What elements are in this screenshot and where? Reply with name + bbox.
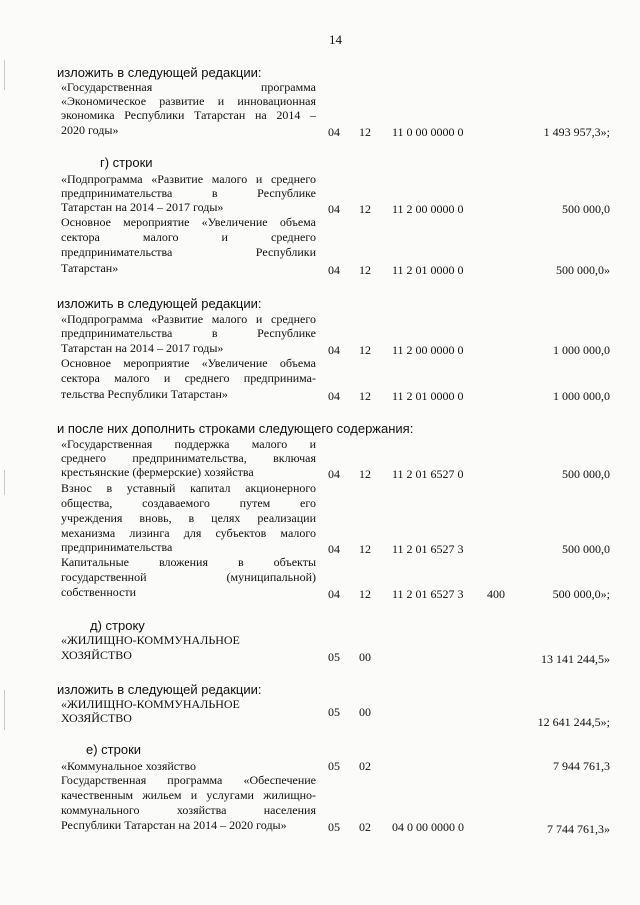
text-line: среднего предпринимательства, включая xyxy=(61,451,316,465)
col-amount: 12 641 244,5»; xyxy=(537,715,610,729)
text-line: Капитальные вложения в объекты xyxy=(61,555,316,569)
text-line: «ЖИЛИЩНО-КОММУНАЛЬНОЕ xyxy=(61,633,240,647)
col-amount: 13 141 244,5» xyxy=(541,652,610,666)
text-line: учреждения вновь, в целях реализации xyxy=(61,511,316,525)
col-rz: 05 xyxy=(328,650,340,664)
col-csr: 11 2 01 0000 0 xyxy=(392,389,464,403)
col-rz: 04 xyxy=(328,389,340,403)
col-pr: 12 xyxy=(359,467,371,481)
col-vr: 400 xyxy=(487,587,505,601)
col-pr: 00 xyxy=(359,650,371,664)
text-line: коммунального хозяйства населения xyxy=(61,803,316,817)
col-pr: 00 xyxy=(359,705,371,719)
instruction-line: и после них дополнить строками следующего содержания: xyxy=(57,421,414,436)
page-number: 14 xyxy=(329,32,342,47)
col-rz: 04 xyxy=(328,542,340,556)
text-line: собственности xyxy=(61,585,137,599)
col-csr: 11 2 01 0000 0 xyxy=(392,263,464,277)
col-amount: 500 000,0» xyxy=(556,263,610,277)
scan-artifact xyxy=(4,60,5,90)
instruction-line: изложить в следующей редакции: xyxy=(57,682,262,697)
col-pr: 12 xyxy=(359,343,371,357)
instruction-line: изложить в следующей редакции: xyxy=(57,296,262,311)
col-rz: 05 xyxy=(328,759,340,773)
col-rz: 05 xyxy=(328,705,340,719)
text-line: предпринимательства xyxy=(61,540,173,554)
col-csr: 04 0 00 0000 0 xyxy=(392,820,464,834)
text-line: Взнос в уставный капитал акционерного xyxy=(61,481,316,495)
scan-artifact xyxy=(4,470,5,495)
text-line: «Государственная программа xyxy=(61,80,316,94)
col-pr: 12 xyxy=(359,202,371,216)
section-heading: г) строки xyxy=(100,155,153,170)
col-rz: 04 xyxy=(328,467,340,481)
col-amount: 500 000,0 xyxy=(562,202,610,216)
col-rz: 04 xyxy=(328,125,340,139)
text-line: качественным жильем и услугами жилищно- xyxy=(61,788,316,802)
text-line: 2020 годы» xyxy=(61,123,119,137)
text-line: предпринимательства в Республике xyxy=(61,186,316,200)
text-line: сектора малого и среднего предпринима- xyxy=(61,371,316,385)
col-amount: 500 000,0 xyxy=(562,542,610,556)
col-rz: 04 xyxy=(328,343,340,357)
scan-artifact xyxy=(4,690,5,730)
text-line: Татарстан на 2014 – 2017 годы» xyxy=(61,341,224,355)
col-pr: 12 xyxy=(359,263,371,277)
text-line: сектора малого и среднего xyxy=(61,230,316,244)
col-pr: 02 xyxy=(359,820,371,834)
text-line: государственной (муниципальной) xyxy=(61,570,316,584)
text-line: «Экономическое развитие и инновационная xyxy=(61,94,316,108)
text-line: ХОЗЯЙСТВО xyxy=(61,648,132,662)
section-heading: е) строки xyxy=(86,742,142,757)
text-line: экономика Республики Татарстан на 2014 – xyxy=(61,108,316,122)
text-line: «Коммунальное хозяйство xyxy=(61,759,196,773)
col-amount: 500 000,0»; xyxy=(552,587,610,601)
col-rz: 04 xyxy=(328,202,340,216)
col-amount: 500 000,0 xyxy=(562,467,610,481)
instruction-line: изложить в следующей редакции: xyxy=(57,65,262,80)
col-rz: 04 xyxy=(328,587,340,601)
col-pr: 02 xyxy=(359,759,371,773)
col-rz: 04 xyxy=(328,263,340,277)
col-amount: 1 000 000,0 xyxy=(553,343,610,357)
text-line: «ЖИЛИЩНО-КОММУНАЛЬНОЕ xyxy=(61,697,240,711)
text-line: «Государственная поддержка малого и xyxy=(61,437,316,451)
col-csr: 11 2 00 0000 0 xyxy=(392,202,464,216)
col-pr: 12 xyxy=(359,542,371,556)
col-csr: 11 0 00 0000 0 xyxy=(392,125,464,139)
text-line: тельства Республики Татарстан» xyxy=(61,387,228,401)
col-amount: 1 000 000,0 xyxy=(553,389,610,403)
text-line: «Подпрограмма «Развитие малого и среднего xyxy=(61,312,316,326)
text-line: Основное мероприятие «Увеличение объема xyxy=(61,215,316,229)
text-line: Основное мероприятие «Увеличение объема xyxy=(61,356,316,370)
col-amount: 7 944 761,3 xyxy=(553,759,610,773)
col-amount: 1 493 957,3»; xyxy=(543,125,610,139)
col-pr: 12 xyxy=(359,389,371,403)
text-line: механизма лизинга для субъектов малого xyxy=(61,526,316,540)
col-csr: 11 2 01 6527 3 xyxy=(392,542,464,556)
text-line: предпринимательства в Республике xyxy=(61,326,316,340)
text-line: Государственная программа «Обеспечение xyxy=(61,773,316,787)
col-rz: 05 xyxy=(328,820,340,834)
section-heading: д) строку xyxy=(90,618,145,633)
text-line: Татарстан на 2014 – 2017 годы» xyxy=(61,200,224,214)
col-csr: 11 2 00 0000 0 xyxy=(392,343,464,357)
text-line: «Подпрограмма «Развитие малого и среднего xyxy=(61,172,316,186)
text-line: ХОЗЯЙСТВО xyxy=(61,711,132,725)
col-pr: 12 xyxy=(359,587,371,601)
col-csr: 11 2 01 6527 3 xyxy=(392,587,464,601)
col-csr: 11 2 01 6527 0 xyxy=(392,467,464,481)
text-line: Республики Татарстан на 2014 – 2020 годы» xyxy=(61,818,287,832)
col-amount: 7 744 761,3» xyxy=(547,822,610,836)
col-pr: 12 xyxy=(359,125,371,139)
text-line: Татарстан» xyxy=(61,261,119,275)
text-line: предпринимательства Республики xyxy=(61,245,316,259)
text-line: крестьянские (фермерские) хозяйства xyxy=(61,465,254,479)
text-line: общества, создаваемого путем его xyxy=(61,496,316,510)
